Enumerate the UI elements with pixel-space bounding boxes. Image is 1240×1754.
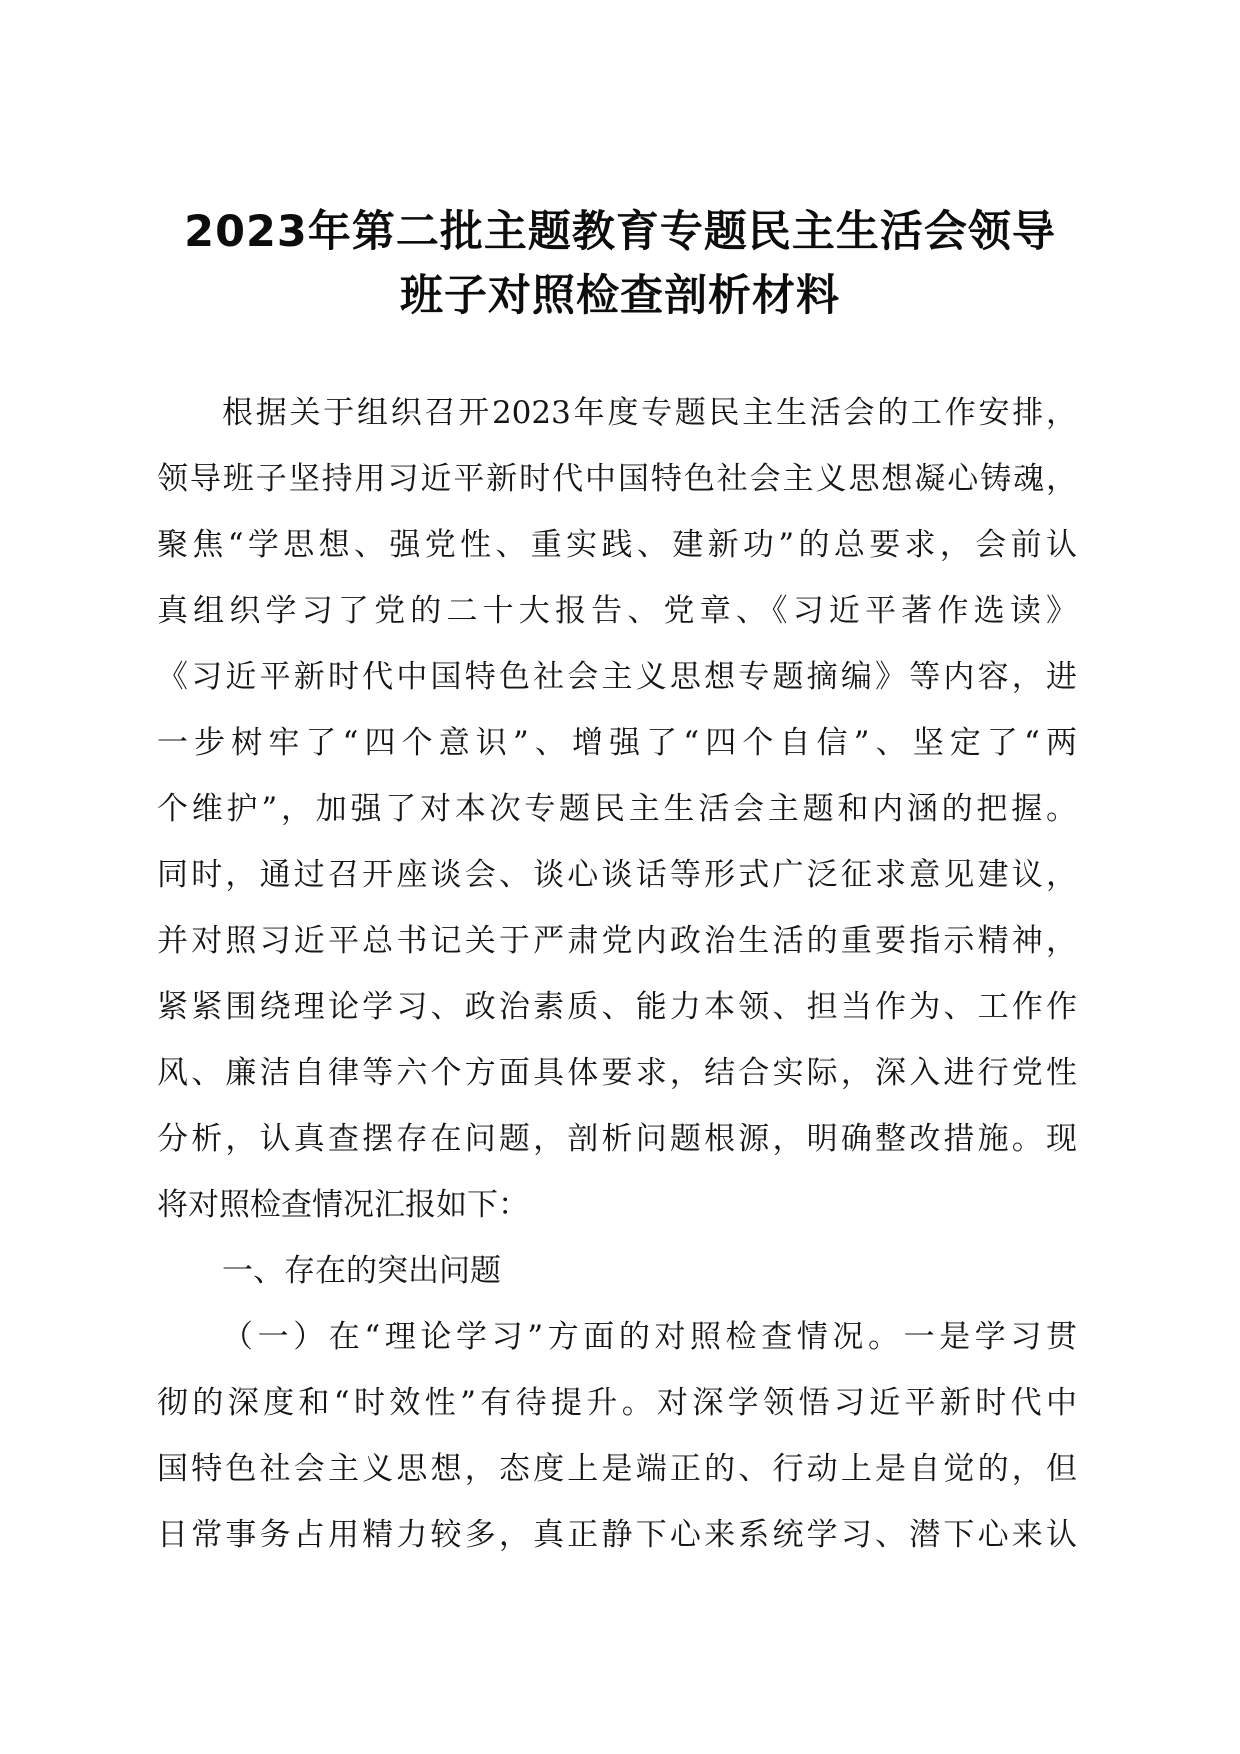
body-line: 《习近平新时代中国特色社会主义思想专题摘编》等内容，进 [157,659,1077,695]
body-line: 彻的深度和“时效性”有待提升。对深学领悟习近平新时代中 [157,1385,1077,1421]
body-line: 分析，认真查摆存在问题，剖析问题根源，明确整改措施。现 [157,1121,1077,1157]
body-line: 将对照检查情况汇报如下： [157,1187,529,1223]
body-line: 真组织学习了党的二十大报告、党章、《习近平著作选读》 [157,593,1077,629]
body-line: 领导班子坚持用习近平新时代中国特色社会主义思想凝心铸魂， [157,461,1077,497]
body-line: 紧紧围绕理论学习、政治素质、能力本领、担当作为、工作作 [157,989,1077,1025]
section-heading: 一、存在的突出问题 [222,1253,501,1289]
document-title-line-2: 班子对照检查剖析材料 [400,271,840,321]
body-line: 国特色社会主义思想，态度上是端正的、行动上是自觉的，但 [157,1451,1077,1487]
body-line: 根据关于组织召开2023年度专题民主生活会的工作安排， [222,395,1077,431]
body-line: 个维护”，加强了对本次专题民主生活会主题和内涵的把握。 [157,791,1077,827]
document-title-line-1: 2023年第二批主题教育专题民主生活会领导 [184,207,1056,257]
body-line: 一步树牢了“四个意识”、增强了“四个自信”、坚定了“两 [157,725,1077,761]
body-line: 风、廉洁自律等六个方面具体要求，结合实际，深入进行党性 [157,1055,1077,1091]
body-line: 并对照习近平总书记关于严肃党内政治生活的重要指示精神， [157,923,1077,959]
body-line: 同时，通过召开座谈会、谈心谈话等形式广泛征求意见建议， [157,857,1077,893]
body-line: 日常事务占用精力较多，真正静下心来系统学习、潜下心来认 [157,1517,1077,1553]
body-line: 聚焦“学思想、强党性、重实践、建新功”的总要求，会前认 [157,527,1077,563]
subsection-line: （一）在“理论学习”方面的对照检查情况。一是学习贯 [222,1319,1077,1355]
